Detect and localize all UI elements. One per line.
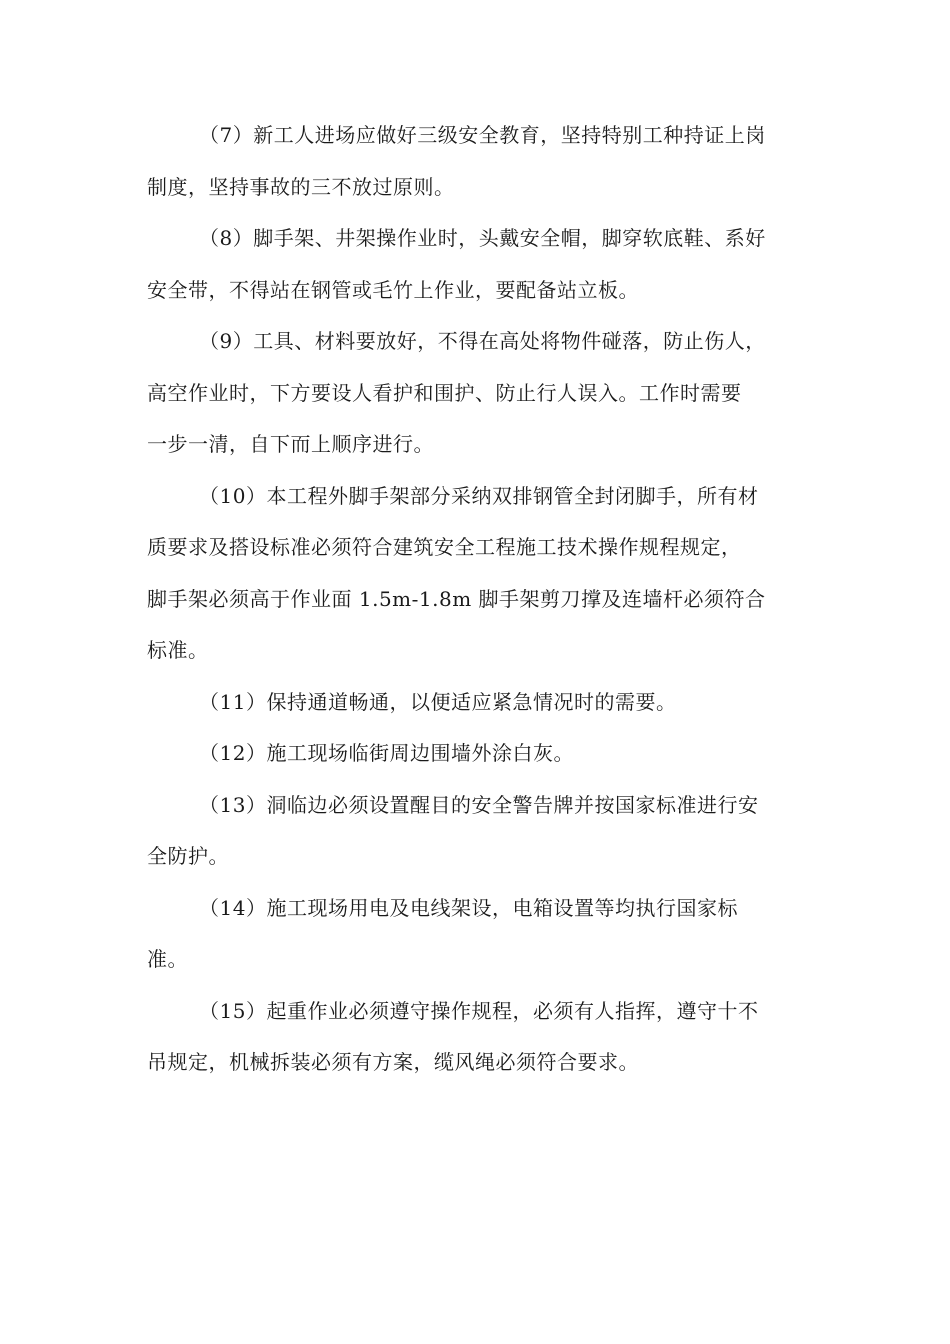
paragraph-item-10: （10）本工程外脚手架部分采纳双排钢管全封闭脚手，所有材 质要求及搭设标准必须符合建筑安全工程施工技术操作规程规定， 脚手架必须高于作业面 1.5m-1.8m 脚手架剪刀撑及连墙杆必须符合 标准。 — [147, 483, 766, 662]
paragraph-item-8: （8）脚手架、井架操作业时，头戴安全帽，脚穿软底鞋、系好 安全带，不得站在钢管或毛竹上作业，要配备站立板。 — [147, 226, 766, 302]
paragraph-item-7: （7）新工人进场应做好三级安全教育，坚持特别工种持证上岗 制度，坚持事故的三不放过原则。 — [147, 123, 766, 199]
paragraph-item-9: （9）工具、材料要放好，不得在高处将物件碰落，防止伤人， 高空作业时，下方要设人看护和围护、防止行人误入。工作时需要 一步一清，自下而上顺序进行。 — [147, 329, 766, 456]
paragraph-item-15: （15）起重作业必须遵守操作规程，必须有人指挥，遵守十不 吊规定，机械拆装必须有方案，缆风绳必须符合要求。 — [147, 998, 759, 1074]
paragraph-item-11: （11）保持通道畅通，以便适应紧急情况时的需要。 — [199, 689, 677, 714]
paragraph-item-13: （13）洞临边必须设置醒目的安全警告牌并按国家标准进行安 全防护。 — [147, 792, 759, 868]
paragraph-item-12: （12）施工现场临街周边围墙外涂白灰。 — [199, 741, 574, 765]
paragraph-item-14: （14）施工现场用电及电线架设，电箱设置等均执行国家标 准。 — [147, 895, 738, 971]
document-body — [147, 110, 807, 1089]
